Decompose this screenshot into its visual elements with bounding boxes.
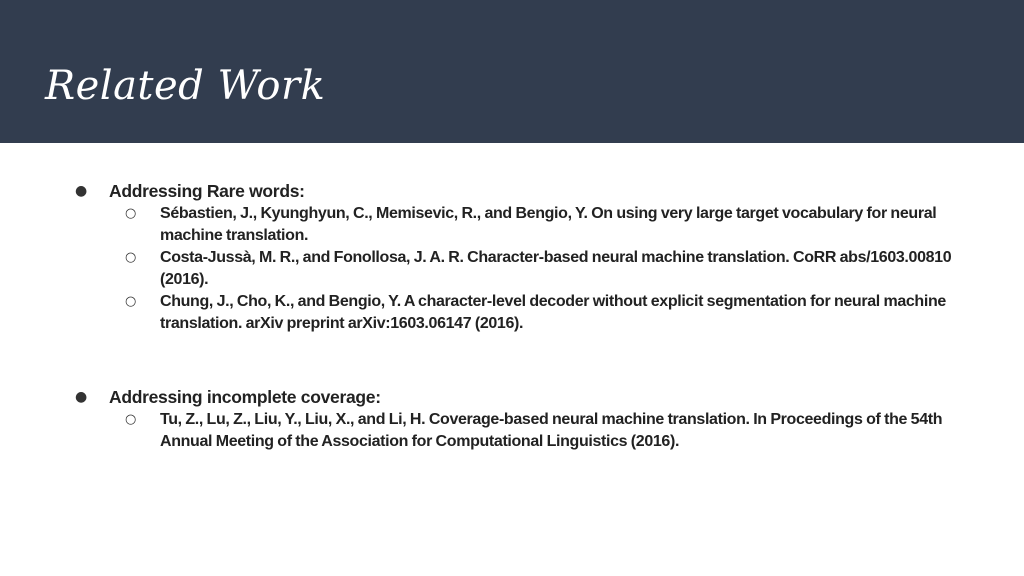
- bullet-icon: ●: [75, 183, 88, 199]
- reference-text: Chung, J., Cho, K., and Bengio, Y. A character-level decoder without explicit segmentation for neural machine translation. arXiv preprint arXiv:1603.06147 (2016).: [160, 293, 946, 332]
- section-rare-words: [0, 179, 1024, 335]
- sub-bullet-icon: ○: [125, 250, 137, 265]
- slide-body: [0, 143, 1024, 576]
- reference-item: [0, 203, 1024, 247]
- sub-bullet-icon: ○: [125, 294, 137, 309]
- reference-item: [0, 291, 1024, 335]
- section-incomplete-coverage: [0, 385, 1024, 453]
- sub-bullet-icon: ○: [125, 206, 137, 221]
- section-heading-row: [0, 385, 1024, 409]
- title-bar: [0, 0, 1024, 143]
- section-heading-row: [0, 179, 1024, 203]
- section-heading: Addressing incomplete coverage:: [109, 387, 381, 407]
- section-heading: Addressing Rare words:: [109, 181, 305, 201]
- slide-title: Related Work: [45, 63, 326, 109]
- reference-text: Sébastien, J., Kyunghyun, C., Memisevic, R., and Bengio, Y. On using very large target vocabulary for neural machine translation.: [160, 205, 937, 244]
- reference-item: [0, 409, 1024, 453]
- reference-text: Tu, Z., Lu, Z., Liu, Y., Liu, X., and Li, H. Coverage-based neural machine translation. In Proceedings of the 54th Annual Meeting of the Association for Computational Linguistics (2016).: [160, 411, 943, 450]
- reference-item: [0, 247, 1024, 291]
- sub-bullet-icon: ○: [125, 412, 137, 427]
- reference-text: Costa-Jussà, M. R., and Fonollosa, J. A. R. Character-based neural machine translation. CoRR abs/1603.00810 (2016).: [160, 249, 952, 288]
- bullet-icon: ●: [75, 389, 88, 405]
